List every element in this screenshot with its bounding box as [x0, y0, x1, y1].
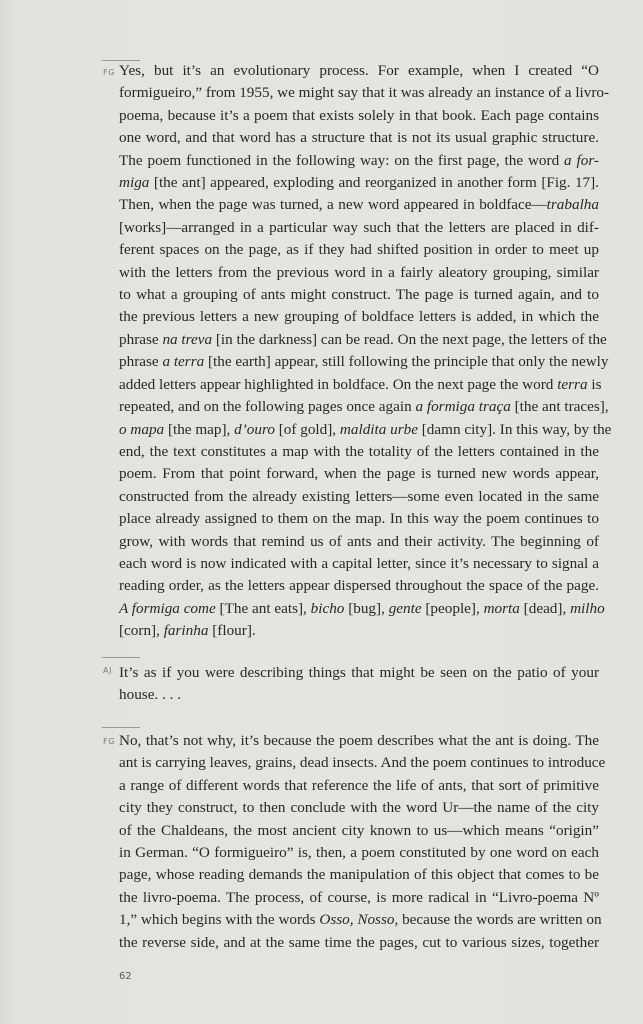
text-line: Yes, but it’s an evolutionary process. For example, when I created “O	[119, 62, 599, 79]
paragraph-text	[119, 730, 606, 954]
text-line: in German. “O formigueiro” is, then, a poem constituted by one word on each	[119, 844, 599, 862]
text-line: the livro-poema. The process, of course, is more radical in “Livro-poema Nº	[119, 888, 599, 906]
text-line: formigueiro,” from 1955, we might say that it was already an instance of a livro-	[119, 84, 610, 102]
text-line: with the letters from the previous word in a fairly aleatory grouping, similar	[119, 263, 599, 281]
text-line: 1,” which begins with the words Osso, Nosso, because the words are written on	[119, 911, 602, 929]
text-line: each word is now indicated with a capital letter, since it’s necessary to signal a	[119, 554, 599, 572]
text-line: A formiga come [The ant eats], bicho [bug], gente [people], morta [dead], milho	[119, 599, 605, 617]
text-line: one word, and that word has a structure that is not its usual graphic structure.	[119, 129, 599, 147]
text-line: of the Chaldeans, the most ancient city known to us—which means “origin”	[119, 821, 599, 839]
text-line: city they construct, to then conclude with the word Ur—the name of the city	[119, 799, 599, 817]
text-line: added letters appear highlighted in boldface. On the next page the word terra is	[119, 375, 602, 393]
speaker-label-fg-2: FG	[103, 737, 116, 746]
text-line: o mapa [the map], d’ouro [of gold], maldita urbe [damn city]. In this way, by the	[119, 420, 612, 438]
text-line: Then, when the page was turned, a new word appeared in boldface—trabalha	[119, 196, 599, 214]
paragraph-aj	[119, 662, 599, 707]
text-line: phrase a terra [the earth] appear, still following the principle that only the newly	[119, 353, 609, 371]
paragraph-fg-2	[119, 730, 606, 954]
text-line: poema, because it’s a poem that exists solely in that book. Each page contains	[119, 106, 599, 124]
paragraph-text	[119, 662, 599, 707]
text-line: ferent spaces on the page, as if they had shifted position in order to meet up	[119, 241, 599, 259]
text-line: It’s as if you were describing things that might be seen on the patio of your	[119, 664, 599, 681]
text-line: page, whose reading demands the manipulation of this object that comes to be	[119, 866, 599, 884]
text-line: place already assigned to them on the map. In this way the poem continues to	[119, 510, 599, 528]
text-line: repeated, and on the following pages once again a formiga traça [the ant traces],	[119, 398, 609, 416]
text-line: reading order, as the letters appear dispersed throughout the space of the page.	[119, 577, 599, 595]
paragraph-text	[119, 60, 612, 643]
text-line: end, the text constitutes a map with the totality of the letters contained in the	[119, 442, 599, 460]
text-line: [works]—arranged in a particular way such that the letters are placed in dif-	[119, 218, 599, 236]
text-line: No, that’s not why, it’s because the poem describes what the ant is doing. The	[119, 732, 599, 749]
speaker-rule	[102, 727, 140, 728]
page-number: 62	[119, 971, 132, 982]
text-line: phrase na treva [in the darkness] can be read. On the next page, the letters of the	[119, 330, 607, 348]
text-line: the previous letters a new grouping of boldface letters is added, in which the	[119, 308, 599, 326]
text-line: a range of different words that reference the life of ants, that sort of primitive	[119, 776, 599, 794]
text-line: to what a grouping of ants might construct. The page is turned again, and to	[119, 286, 599, 304]
text-line: miga [the ant] appeared, exploding and reorganized in another form [Fig. 17].	[119, 174, 599, 192]
text-line: constructed from the already existing letters—some even located in the same	[119, 487, 599, 505]
text-line: poem. From that point forward, when the page is turned new words appear,	[119, 465, 599, 483]
text-line: The poem functioned in the following way: on the first page, the word a for-	[119, 151, 599, 169]
text-line: [corn], farinha [flour].	[119, 622, 256, 640]
paragraph-fg-1	[119, 60, 612, 643]
text-line: grow, with words that remind us of ants and their activity. The beginning of	[119, 532, 599, 550]
speaker-rule	[102, 657, 140, 658]
speaker-label-fg-1: FG	[103, 68, 116, 77]
speaker-label-aj: AJ	[103, 666, 113, 675]
text-line: ant is carrying leaves, grains, dead insects. And the poem continues to introduce	[119, 754, 606, 772]
text-line: house. . . .	[119, 686, 182, 704]
text-line: the reverse side, and at the same time the pages, cut to various sizes, together	[119, 933, 599, 951]
